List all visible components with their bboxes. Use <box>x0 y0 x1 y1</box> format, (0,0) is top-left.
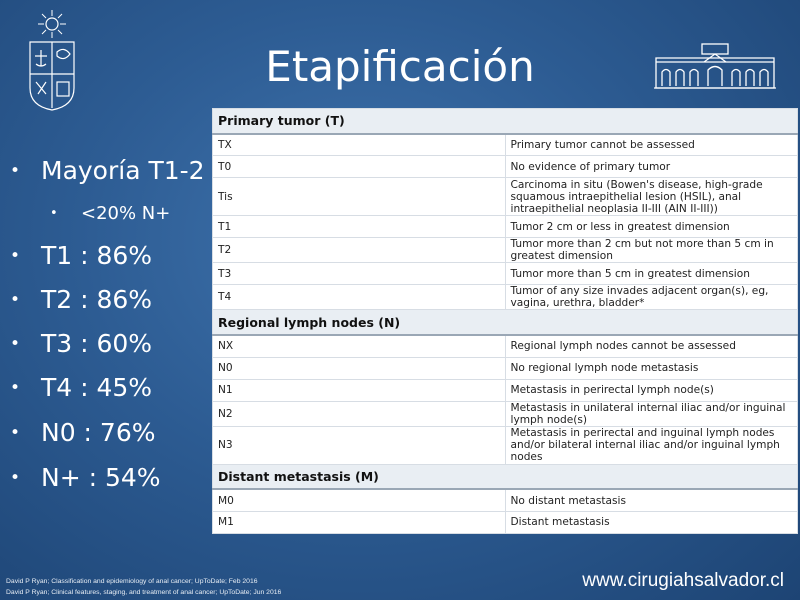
section-title: Primary tumor (T) <box>213 109 798 134</box>
stage-code: T1 <box>213 216 506 238</box>
stage-description: Metastasis in unilateral internal iliac and/or inguinal lymph node(s) <box>505 401 798 426</box>
stage-code: T0 <box>213 156 506 178</box>
stage-description: Metastasis in perirectal lymph node(s) <box>505 379 798 401</box>
table-row <box>213 134 798 156</box>
stage-description: Metastasis in perirectal and inguinal lymph nodes and/or bilateral internal iliac and/or inguinal lymph nodes <box>505 426 798 464</box>
stage-code: Tis <box>213 178 506 216</box>
bullet-dot-icon: • <box>10 378 21 398</box>
table-row <box>213 379 798 401</box>
table-row <box>213 263 798 285</box>
stage-description: No evidence of primary tumor <box>505 156 798 178</box>
stage-description: Regional lymph nodes cannot be assessed <box>505 335 798 357</box>
bullet-text: T4 : 45% <box>41 373 153 402</box>
stage-code: T2 <box>213 238 506 263</box>
bullet-text: Mayoría T1-2 <box>41 156 205 185</box>
bullet-text: N+ : 54% <box>41 463 161 492</box>
section-title: Regional lymph nodes (N) <box>213 310 798 335</box>
tnm-staging-table <box>212 108 798 534</box>
stage-code: N3 <box>213 426 506 464</box>
table-row <box>213 335 798 357</box>
university-building-logo <box>652 42 778 92</box>
stage-code: N2 <box>213 401 506 426</box>
table-row <box>213 511 798 533</box>
stage-description: Tumor more than 5 cm in greatest dimension <box>505 263 798 285</box>
stage-description: Tumor of any size invades adjacent organ(s), eg, vagina, urethra, bladder* <box>505 285 798 310</box>
stage-description: Tumor 2 cm or less in greatest dimension <box>505 216 798 238</box>
table-row <box>213 489 798 511</box>
slide-title: Etapificación <box>265 42 535 91</box>
stage-description: Tumor more than 2 cm but not more than 5 cm in greatest dimension <box>505 238 798 263</box>
stage-code: M1 <box>213 511 506 533</box>
bullet-dot-icon: • <box>50 206 58 221</box>
bullet-dot-icon: • <box>10 290 21 310</box>
university-crest-logo <box>26 8 78 112</box>
stage-description: Primary tumor cannot be assessed <box>505 134 798 156</box>
section-title: Distant metastasis (M) <box>213 464 798 489</box>
table-row <box>213 178 798 216</box>
stage-description: Distant metastasis <box>505 511 798 533</box>
bullet-dot-icon: • <box>10 468 21 488</box>
table-row <box>213 426 798 464</box>
table-section-header <box>213 464 798 489</box>
stage-code: T3 <box>213 263 506 285</box>
website-url: www.cirugiahsalvador.cl <box>582 570 784 591</box>
stage-code: N1 <box>213 379 506 401</box>
table-row <box>213 285 798 310</box>
table-section-header <box>213 109 798 134</box>
footer-references <box>6 576 281 598</box>
table-row <box>213 401 798 426</box>
bullet-dot-icon: • <box>10 334 21 354</box>
bullet-dot-icon: • <box>10 423 21 443</box>
table-section-header <box>213 310 798 335</box>
stage-code: NX <box>213 335 506 357</box>
reference-line: David P Ryan; Classification and epidemiology of anal cancer; UpToDate; Feb 2016 <box>6 578 258 585</box>
stage-code: M0 <box>213 489 506 511</box>
bullet-dot-icon: • <box>10 161 21 181</box>
reference-line: David P Ryan; Clinical features, staging, and treatment of anal cancer; UpToDate; Jun 2016 <box>6 589 282 596</box>
bullet-text: <20% N+ <box>81 203 171 224</box>
stage-description: Carcinoma in situ (Bowen's disease, high-grade squamous intraepithelial lesion (HSIL), anal intraepithelial neoplasia II-III (AIN II-III)) <box>505 178 798 216</box>
stage-description: No distant metastasis <box>505 489 798 511</box>
table-row <box>213 238 798 263</box>
bullet-text: T2 : 86% <box>41 285 153 314</box>
bullet-text: T3 : 60% <box>41 329 153 358</box>
stage-code: N0 <box>213 357 506 379</box>
bullet-dot-icon: • <box>10 246 21 266</box>
stage-code: T4 <box>213 285 506 310</box>
bullet-text: N0 : 76% <box>41 418 156 447</box>
table-row <box>213 216 798 238</box>
bullet-text: T1 : 86% <box>41 241 153 270</box>
stage-code: TX <box>213 134 506 156</box>
stage-description: No regional lymph node metastasis <box>505 357 798 379</box>
table-row <box>213 156 798 178</box>
table-row <box>213 357 798 379</box>
